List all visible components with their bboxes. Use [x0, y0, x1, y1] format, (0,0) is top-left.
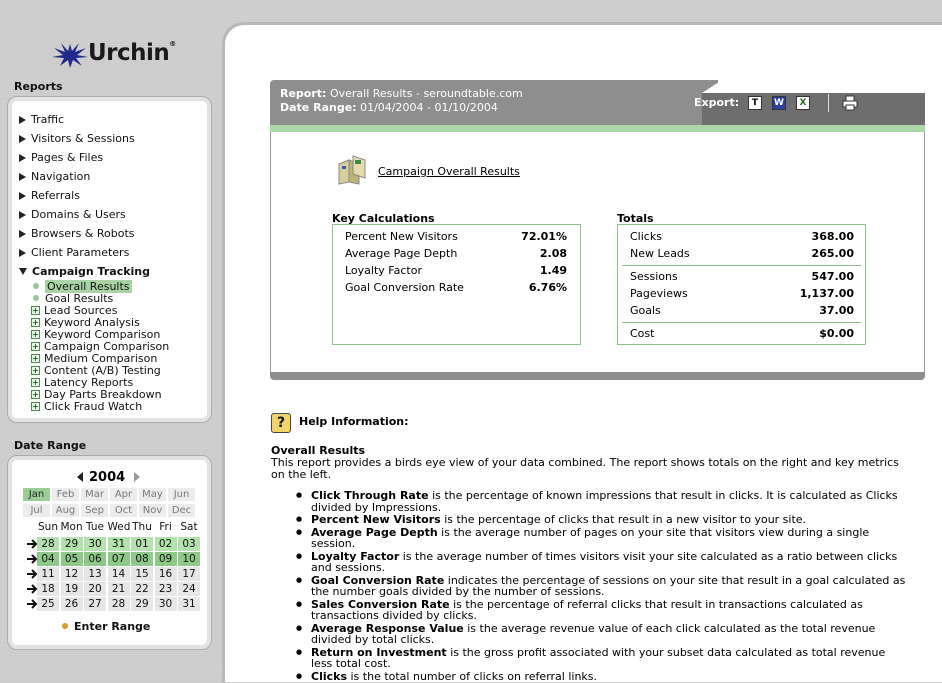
help-bullet [296, 514, 906, 526]
calendar-day[interactable]: 14 [108, 567, 130, 581]
nav-item-label: Pages & Files [31, 151, 104, 164]
expand-arrow-icon [19, 192, 26, 200]
sub-item-label: Overall Results [47, 280, 130, 293]
metric-label: Average Page Depth [345, 247, 458, 260]
help-bullet [296, 490, 906, 513]
help-bullet [296, 599, 906, 622]
help-bullets [296, 490, 906, 683]
nav-item-client-parameters[interactable] [19, 246, 129, 259]
nav-item-navigation[interactable] [19, 170, 90, 183]
nav-item-browsers-robots[interactable] [19, 227, 135, 240]
sub-item-label: Campaign Comparison [44, 340, 170, 353]
total-label: New Leads [630, 247, 690, 260]
metric-label: Loyalty Factor [345, 264, 422, 277]
month-sep[interactable]: Sep [81, 504, 108, 517]
expand-plus-icon[interactable] [31, 366, 40, 375]
bullet-icon [62, 623, 68, 629]
sub-item-label: Content (A/B) Testing [44, 364, 161, 377]
totals-title: Totals [617, 212, 654, 225]
sub-item-click-fraud-watch[interactable] [31, 401, 142, 413]
report-box [270, 80, 925, 380]
calendar-day[interactable]: 30 [155, 597, 177, 611]
weekday-header: Thu [132, 521, 152, 533]
campaign-icon [335, 154, 371, 186]
calendar-day[interactable]: 31 [178, 597, 200, 611]
select-week-arrow-icon[interactable] [26, 598, 38, 610]
next-year-arrow-icon[interactable] [134, 472, 140, 482]
calendar-day[interactable]: 03 [178, 537, 200, 551]
select-week-arrow-icon[interactable] [26, 538, 38, 550]
sub-item-label: Medium Comparison [44, 352, 158, 365]
weekday-header: Tue [86, 521, 104, 533]
help-bullet [296, 671, 906, 683]
enter-range-label: Enter Range [74, 620, 151, 633]
table-divider [622, 322, 861, 323]
sub-item-label: Latency Reports [44, 376, 134, 389]
calendar-day[interactable]: 10 [178, 552, 200, 566]
calendar-day[interactable]: 15 [131, 567, 153, 581]
nav-item-label: Navigation [31, 170, 91, 183]
help-definition: indicates the percentage of sessions on your site that result in a goal calculated as the number goals divided by the number of sessions. [311, 573, 906, 598]
key-calculations-title: Key Calculations [332, 212, 435, 225]
expand-plus-icon[interactable] [31, 378, 40, 387]
total-label: Clicks [630, 230, 662, 243]
help-definition: is the gross profit associated with your subset data calculated as total revenue less total cost. [311, 645, 886, 670]
weekday-header: Mon [60, 521, 83, 533]
prev-year-arrow-icon[interactable] [77, 472, 83, 482]
calendar-day[interactable]: 21 [108, 582, 130, 596]
calendar-day[interactable]: 19 [61, 582, 83, 596]
month-apr[interactable]: Apr [110, 488, 137, 501]
expand-arrow-icon [19, 230, 26, 238]
nav-item-label: Domains & Users [31, 208, 126, 221]
help-term: Average Response Value [311, 621, 464, 635]
nav-item-referrals[interactable] [19, 189, 80, 202]
total-label: Cost [630, 327, 655, 340]
month-jul[interactable]: Jul [23, 504, 50, 517]
metric-value: 1.49 [539, 264, 567, 277]
total-value: 265.00 [811, 247, 854, 260]
calendar-day[interactable]: 06 [84, 552, 106, 566]
calendar-day[interactable]: 11 [37, 567, 59, 581]
help-definition: is the average number of pages on your site that visitors view during a single session. [311, 525, 870, 550]
total-label: Goals [630, 304, 661, 317]
calendar-day[interactable]: 29 [61, 537, 83, 551]
help-bullet [296, 647, 906, 670]
select-week-arrow-icon[interactable] [26, 583, 38, 595]
calendar-day[interactable]: 18 [37, 582, 59, 596]
total-label: Sessions [630, 270, 678, 283]
total-value: $0.00 [819, 327, 854, 340]
help-bullet [296, 575, 906, 598]
month-dec[interactable]: Dec [168, 504, 195, 517]
month-jun[interactable]: Jun [168, 488, 195, 501]
nav-item-campaign-tracking[interactable] [19, 265, 150, 278]
sub-item-label: Goal Results [45, 292, 114, 305]
campaign-overall-results-link[interactable]: Campaign Overall Results [378, 165, 520, 178]
calendar-day[interactable]: 04 [37, 552, 59, 566]
report-header [270, 80, 925, 125]
text-export-icon[interactable]: T [748, 96, 762, 110]
calendar-day[interactable]: 09 [155, 552, 177, 566]
calendar-day[interactable]: 26 [61, 597, 83, 611]
nav-item-pages-files[interactable] [19, 151, 103, 164]
expand-arrow-icon [19, 116, 26, 124]
excel-export-icon[interactable]: X [796, 96, 810, 110]
month-aug[interactable]: Aug [52, 504, 79, 517]
expand-arrow-icon [19, 211, 26, 219]
expand-arrow-icon [19, 173, 26, 181]
expand-plus-icon[interactable] [31, 306, 40, 315]
help-intro: This report provides a birds eye view of your data combined. The report shows totals on the right and key metrics on the left. [271, 456, 899, 481]
sub-item-label: Day Parts Breakdown [44, 388, 162, 401]
calendar-day[interactable]: 13 [84, 567, 106, 581]
collapse-arrow-icon [19, 268, 27, 275]
nav-item-label: Client Parameters [31, 246, 130, 259]
help-bullet [296, 527, 906, 550]
help-icon: ? [271, 413, 291, 433]
help-bullet [296, 551, 906, 574]
expand-plus-icon[interactable] [31, 318, 40, 327]
calendar-day[interactable]: 08 [131, 552, 153, 566]
metric-value: 2.08 [539, 247, 567, 260]
calendar-day[interactable]: 02 [155, 537, 177, 551]
calendar-day[interactable]: 17 [178, 567, 200, 581]
calendar-day[interactable]: 28 [108, 597, 130, 611]
bullet-dot-icon [33, 295, 39, 301]
calendar-day[interactable]: 22 [131, 582, 153, 596]
metric-value: 6.76% [528, 281, 567, 294]
metric-label: Percent New Visitors [345, 230, 458, 243]
expand-plus-icon[interactable] [31, 402, 40, 411]
expand-plus-icon[interactable] [31, 390, 40, 399]
calendar-day[interactable]: 07 [108, 552, 130, 566]
help-term: Clicks [311, 669, 347, 683]
calendar-day[interactable]: 28 [37, 537, 59, 551]
calendar-day[interactable]: 01 [131, 537, 153, 551]
calendar-day[interactable]: 24 [178, 582, 200, 596]
weekday-header: Fri [159, 521, 172, 533]
export-divider [828, 94, 829, 112]
nav-item-visitors-sessions[interactable] [19, 132, 135, 145]
help-term: Goal Conversion Rate [311, 573, 445, 587]
total-value: 37.00 [819, 304, 854, 317]
month-mar[interactable]: Mar [81, 488, 108, 501]
calendar-day[interactable]: 16 [155, 567, 177, 581]
key-calculations-table [332, 224, 581, 345]
totals-table [617, 224, 866, 345]
help-definition: is the average number of times visitors visit your site calculated as a ratio between clicks and sessions. [311, 549, 898, 574]
select-week-arrow-icon[interactable] [26, 553, 38, 565]
word-export-icon[interactable]: W [772, 96, 786, 110]
calendar-day[interactable]: 25 [37, 597, 59, 611]
month-jan[interactable]: Jan [23, 488, 50, 501]
help-definition: is the percentage of clicks that result in a new visitor to your site. [440, 513, 807, 526]
enter-range-button[interactable] [62, 620, 150, 633]
month-oct[interactable]: Oct [110, 504, 137, 517]
calendar-day[interactable]: 31 [108, 537, 130, 551]
report-footer-bar [270, 372, 925, 380]
help-term: Click Through Rate [311, 489, 429, 502]
table-divider [622, 265, 861, 266]
nav-item-traffic[interactable] [19, 113, 64, 126]
help-term: Percent New Visitors [311, 513, 441, 526]
metric-value: 72.01% [521, 230, 567, 243]
bullet-dot-icon [33, 283, 39, 289]
report-body [270, 132, 925, 372]
metric-label: Goal Conversion Rate [345, 281, 464, 294]
month-may[interactable]: May [139, 488, 166, 501]
month-feb[interactable]: Feb [52, 488, 79, 501]
sub-item-label: Lead Sources [44, 304, 118, 317]
nav-item-label: Referrals [31, 189, 80, 202]
help-term: Loyalty Factor [311, 549, 400, 563]
calendar-day[interactable]: 29 [131, 597, 153, 611]
reports-title: Reports [14, 80, 63, 93]
nav-item-label: Browsers & Robots [31, 227, 135, 240]
report-name-line: Report: Overall Results - seroundtable.com [280, 87, 523, 100]
expand-plus-icon[interactable] [31, 342, 40, 351]
help-definition: is the average revenue value of each click calculated as the total revenue divided by total clicks. [311, 621, 876, 646]
calendar-day[interactable]: 12 [61, 567, 83, 581]
help-heading: Overall Results [271, 444, 366, 457]
total-value: 547.00 [811, 270, 854, 283]
calendar-year: 2004 [89, 470, 126, 485]
export-label: Export: [694, 96, 740, 109]
sub-item-label: Keyword Comparison [44, 328, 161, 341]
calendar-day[interactable]: 30 [84, 537, 106, 551]
expand-arrow-icon [19, 249, 26, 257]
weekday-header: Sun [38, 521, 58, 533]
nav-item-domains-users[interactable] [19, 208, 126, 221]
report-date-line: Date Range: 01/04/2004 - 01/10/2004 [280, 101, 498, 114]
weekday-header: Sat [180, 521, 198, 533]
month-nov[interactable]: Nov [139, 504, 166, 517]
help-term: Average Page Depth [311, 525, 438, 539]
header-accent-bar [270, 125, 925, 132]
sub-item-label: Keyword Analysis [44, 316, 140, 329]
nav-item-label: Traffic [31, 113, 65, 126]
calendar-day[interactable]: 23 [155, 582, 177, 596]
expand-arrow-icon [19, 154, 26, 162]
expand-arrow-icon [19, 135, 26, 143]
select-week-arrow-icon[interactable] [26, 568, 38, 580]
total-label: Pageviews [630, 287, 688, 300]
nav-item-label: Campaign Tracking [32, 265, 151, 278]
urchin-burst-icon [52, 40, 88, 68]
weekday-header: Wed [107, 521, 131, 533]
help-title: Help Information: [299, 415, 409, 428]
total-value: 1,137.00 [799, 287, 854, 300]
date-range-title: Date Range [14, 439, 87, 452]
calendar-day[interactable]: 05 [61, 552, 83, 566]
help-bullet [296, 623, 906, 646]
urchin-logo-text: Urchin® [88, 40, 176, 66]
help-definition: is the total number of clicks on referral links. [347, 669, 598, 683]
expand-plus-icon[interactable] [31, 330, 40, 339]
calendar-day[interactable]: 20 [84, 582, 106, 596]
help-definition: is the percentage of referral clicks that result in transactions calculated as transactions divided by clicks. [311, 597, 863, 622]
sub-item-label: Click Fraud Watch [44, 400, 143, 413]
help-term: Return on Investment [311, 645, 447, 659]
total-value: 368.00 [811, 230, 854, 243]
print-icon[interactable] [842, 96, 858, 110]
nav-item-label: Visitors & Sessions [31, 132, 135, 145]
expand-plus-icon[interactable] [31, 354, 40, 363]
help-term: Sales Conversion Rate [311, 597, 450, 611]
help-definition: is the percentage of known impressions that result in clicks. It is calculated as Clicks divided by Impressions. [311, 489, 898, 514]
urchin-logo [52, 40, 182, 70]
calendar-day[interactable]: 27 [84, 597, 106, 611]
